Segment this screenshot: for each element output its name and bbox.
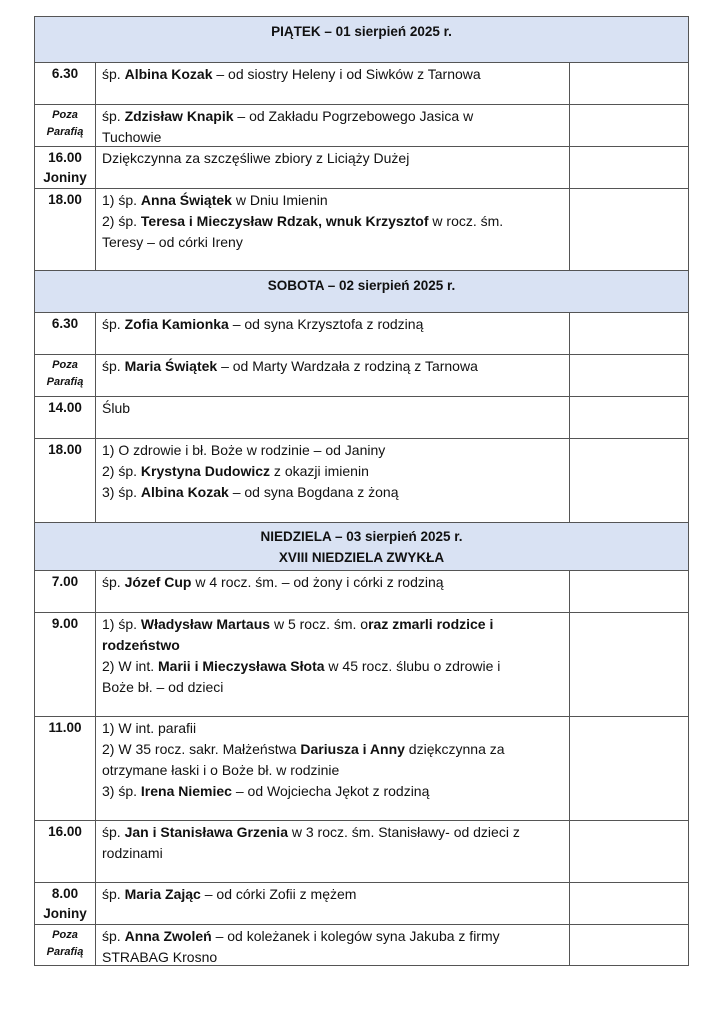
intention-text: – od syna Bogdana z żoną — [228, 484, 399, 500]
mass-time-cell — [35, 821, 96, 882]
intention-line — [102, 843, 563, 864]
intention-text: w Dniu Imienin — [231, 192, 328, 208]
empty-cell — [569, 439, 688, 522]
intention-text: 1) śp. — [102, 192, 141, 208]
intention-line — [102, 572, 563, 593]
intention-text: w 5 rocz. śm. o — [270, 616, 369, 632]
intention-text: otrzymane łaski i o Boże bł. w rodzinie — [102, 762, 340, 778]
intention-text: w 4 rocz. śm. – od żony i córki z rodziną — [191, 574, 444, 590]
day-header — [34, 522, 689, 570]
empty-cell — [569, 355, 688, 396]
schedule-row — [34, 820, 689, 882]
mass-time: Poza — [52, 109, 78, 121]
intention-name: Jan i Stanisława Grzenia — [124, 824, 288, 840]
intention-text: w 45 rocz. ślubu o zdrowie i — [324, 658, 501, 674]
intention-line — [102, 314, 563, 335]
mass-intention — [96, 105, 569, 146]
intention-name: Anna Zwoleń — [124, 928, 212, 944]
mass-time: 18.00 — [48, 442, 82, 457]
schedule-row — [34, 104, 689, 146]
mass-time-cell — [35, 571, 96, 612]
mass-time: Poza — [52, 929, 78, 941]
mass-intention — [96, 613, 569, 716]
intention-text: Teresy – od córki Ireny — [102, 234, 243, 250]
mass-time-cell — [35, 717, 96, 820]
intention-text: 2) śp. — [102, 463, 141, 479]
mass-time-cell — [35, 439, 96, 522]
intention-text: STRABAG Krosno — [102, 949, 218, 965]
intention-text: 2) W 35 rocz. sakr. Małżeństwa — [102, 741, 301, 757]
intention-text: – od córki Zofii z mężem — [200, 886, 357, 902]
intention-name: Zofia Kamionka — [124, 316, 229, 332]
day-section — [34, 16, 689, 270]
mass-time: 7.00 — [51, 574, 79, 589]
intention-line — [102, 884, 563, 905]
intention-text: 1) śp. — [102, 616, 141, 632]
empty-cell — [569, 147, 688, 188]
intention-text: śp. — [102, 66, 125, 82]
intention-name: Krystyna Dudowicz — [140, 463, 271, 479]
mass-location: Parafią — [46, 946, 84, 958]
day-header — [34, 270, 689, 312]
mass-intention — [96, 397, 569, 438]
intention-text: 1) W int. parafii — [102, 720, 197, 736]
mass-intention — [96, 925, 569, 965]
mass-time-cell — [35, 355, 96, 396]
mass-time: 8.00 — [51, 886, 79, 901]
intention-name: raz zmarli rodzice i — [368, 616, 494, 632]
intention-text: 3) śp. — [102, 484, 141, 500]
schedule-row — [34, 924, 689, 966]
intention-text: – od syna Krzysztofa z rodziną — [228, 316, 424, 332]
intention-text: 2) śp. — [102, 213, 141, 229]
intention-line — [102, 635, 563, 656]
empty-cell — [569, 105, 688, 146]
mass-time: 6.30 — [51, 316, 79, 331]
intention-text: Ślub — [102, 400, 131, 416]
intention-line — [102, 718, 563, 739]
intention-line — [102, 760, 563, 781]
intention-name: Zdzisław Knapik — [124, 108, 234, 124]
mass-location: Joniny — [43, 906, 87, 921]
intention-line — [102, 64, 563, 85]
intention-line — [102, 947, 563, 968]
day-header-line: PIĄTEK – 01 sierpień 2025 r. — [271, 24, 452, 39]
intention-line — [102, 232, 563, 253]
intention-text: śp. — [102, 928, 125, 944]
mass-intention — [96, 355, 569, 396]
empty-cell — [569, 821, 688, 882]
intention-name: Józef Cup — [124, 574, 192, 590]
intention-text: 3) śp. — [102, 783, 141, 799]
intention-name: Teresa i Mieczysław Rdzak, wnuk Krzysztof — [140, 213, 429, 229]
mass-time-cell — [35, 613, 96, 716]
intention-text: w rocz. śm. — [428, 213, 504, 229]
day-header-line: SOBOTA – 02 sierpień 2025 r. — [267, 278, 456, 293]
intention-name: rodzeństwo — [102, 637, 180, 653]
intention-line — [102, 781, 563, 802]
day-section — [34, 522, 689, 966]
intention-text: – od Marty Wardzała z rodziną z Tarnowa — [217, 358, 478, 374]
mass-time-cell — [35, 63, 96, 104]
mass-time: 14.00 — [48, 400, 82, 415]
day-section — [34, 270, 689, 522]
empty-cell — [569, 313, 688, 354]
mass-time-cell — [35, 925, 96, 965]
schedule-row — [34, 146, 689, 188]
schedule-row — [34, 570, 689, 612]
mass-time: Poza — [52, 359, 78, 371]
mass-time-cell — [35, 105, 96, 146]
empty-cell — [569, 397, 688, 438]
empty-cell — [569, 883, 688, 924]
empty-cell — [569, 613, 688, 716]
intention-line — [102, 677, 563, 698]
mass-intention — [96, 63, 569, 104]
mass-location: Parafią — [46, 376, 84, 388]
mass-location: Parafią — [46, 126, 84, 138]
intention-text: Boże bł. – od dzieci — [102, 679, 224, 695]
mass-schedule-table — [34, 16, 689, 966]
schedule-row — [34, 882, 689, 924]
intention-line — [102, 739, 563, 760]
mass-intention — [96, 883, 569, 924]
intention-line — [102, 106, 563, 127]
intention-text: – od Zakładu Pogrzebowego Jasica w — [233, 108, 474, 124]
intention-line — [102, 148, 563, 169]
empty-cell — [569, 63, 688, 104]
day-header — [34, 16, 689, 62]
intention-line — [102, 656, 563, 677]
intention-text: 2) W int. — [102, 658, 159, 674]
schedule-row — [34, 438, 689, 522]
empty-cell — [569, 925, 688, 965]
intention-line — [102, 211, 563, 232]
intention-line — [102, 482, 563, 503]
mass-time-cell — [35, 883, 96, 924]
intention-text: Dziękczynna za szczęśliwe zbiory z Liciąży Dużej — [102, 150, 410, 166]
intention-text: śp. — [102, 824, 125, 840]
intention-text: Tuchowie — [102, 129, 162, 145]
empty-cell — [569, 189, 688, 270]
mass-time: 18.00 — [48, 192, 82, 207]
mass-intention — [96, 147, 569, 188]
empty-cell — [569, 717, 688, 820]
schedule-row — [34, 62, 689, 104]
intention-text: śp. — [102, 108, 125, 124]
intention-line — [102, 190, 563, 211]
mass-time-cell — [35, 147, 96, 188]
intention-name: Marii i Mieczysława Słota — [158, 658, 325, 674]
intention-text: dziękczynna za — [404, 741, 505, 757]
intention-line — [102, 440, 563, 461]
day-header-line: XVIII NIEDZIELA ZWYKŁA — [278, 550, 445, 565]
intention-text: 1) O zdrowie i bł. Boże w rodzinie – od Janiny — [102, 442, 386, 458]
mass-time-cell — [35, 397, 96, 438]
intention-line — [102, 356, 563, 377]
intention-name: Władysław Martaus — [140, 616, 271, 632]
intention-text: – od koleżanek i kolegów syna Jakuba z firmy — [211, 928, 500, 944]
intention-text: śp. — [102, 358, 125, 374]
intention-text: rodzinami — [102, 845, 163, 861]
empty-cell — [569, 571, 688, 612]
mass-intention — [96, 313, 569, 354]
intention-line — [102, 398, 563, 419]
mass-intention — [96, 439, 569, 522]
intention-text: – od siostry Heleny i od Siwków z Tarnowa — [212, 66, 481, 82]
intention-text: w 3 rocz. śm. Stanisławy- od dzieci z — [287, 824, 520, 840]
intention-line — [102, 127, 563, 148]
mass-time: 16.00 — [48, 824, 82, 839]
intention-name: Maria Zając — [124, 886, 201, 902]
intention-name: Albina Kozak — [140, 484, 229, 500]
intention-line — [102, 461, 563, 482]
mass-time: 9.00 — [51, 616, 79, 631]
intention-name: Maria Świątek — [124, 358, 218, 374]
intention-name: Irena Niemiec — [140, 783, 232, 799]
mass-intention — [96, 571, 569, 612]
intention-text: śp. — [102, 886, 125, 902]
schedule-row — [34, 354, 689, 396]
schedule-row — [34, 716, 689, 820]
intention-name: Dariusza i Anny — [300, 741, 405, 757]
mass-time: 11.00 — [48, 720, 82, 735]
mass-time: 6.30 — [51, 66, 79, 81]
intention-text: śp. — [102, 316, 125, 332]
schedule-row — [34, 312, 689, 354]
intention-text: z okazji imienin — [270, 463, 369, 479]
mass-intention — [96, 189, 569, 270]
mass-intention — [96, 821, 569, 882]
schedule-row — [34, 612, 689, 716]
intention-line — [102, 822, 563, 843]
day-header-line: NIEDZIELA – 03 sierpień 2025 r. — [260, 529, 463, 544]
mass-time-cell — [35, 313, 96, 354]
intention-text: – od Wojciecha Jękot z rodziną — [231, 783, 430, 799]
mass-intention — [96, 717, 569, 820]
mass-time-cell — [35, 189, 96, 270]
intention-line — [102, 614, 563, 635]
intention-line — [102, 926, 563, 947]
intention-name: Anna Świątek — [140, 192, 232, 208]
intention-name: Albina Kozak — [124, 66, 213, 82]
mass-time: 16.00 — [48, 150, 82, 165]
schedule-row — [34, 396, 689, 438]
intention-text: śp. — [102, 574, 125, 590]
mass-location: Joniny — [43, 170, 87, 185]
schedule-row — [34, 188, 689, 270]
